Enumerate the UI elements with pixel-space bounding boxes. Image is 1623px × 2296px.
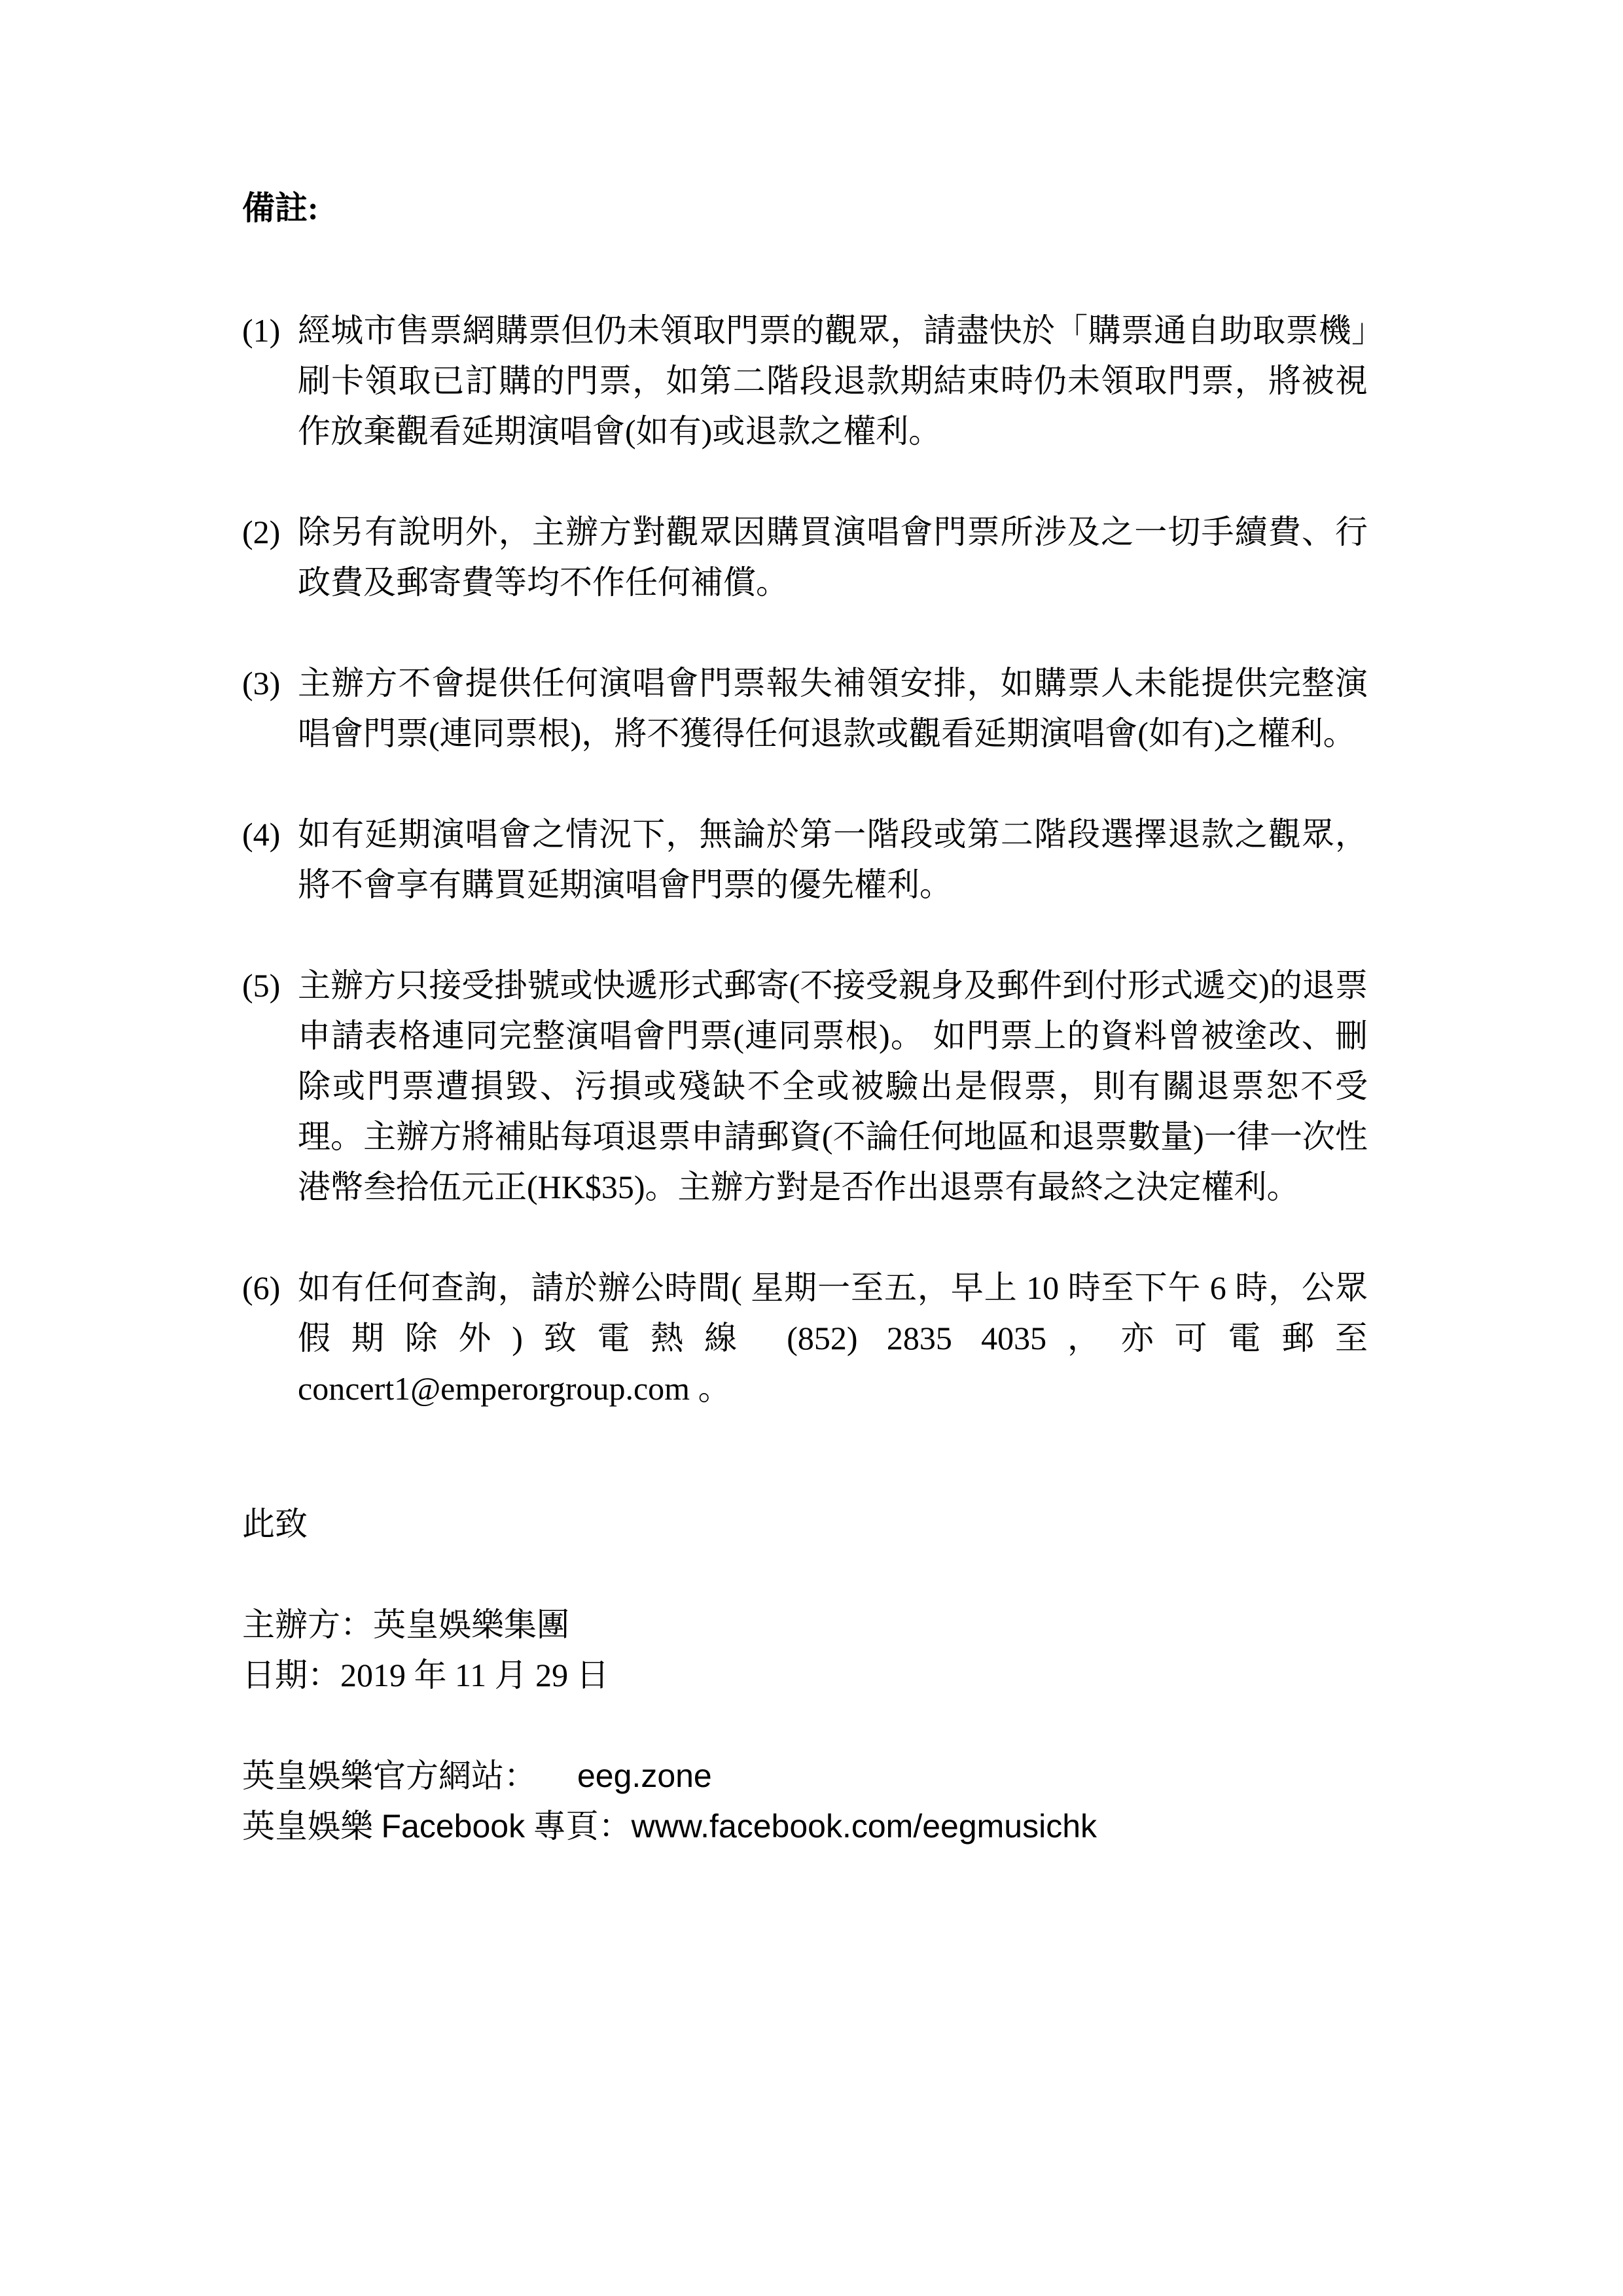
note-text: 如有任何查詢，請於辦公時間( 星期一至五，早上 10 時至下午 6 時，公眾假期除外)致電熱線 (852) 2835 4035，亦可電郵至 concert1@emperorgroup.com 。	[298, 1269, 1368, 1407]
note-item-1	[242, 306, 1368, 457]
facebook-url: www.facebook.com/eegmusichk	[631, 1808, 1097, 1845]
note-item-2	[242, 507, 1368, 608]
note-item-3	[242, 658, 1368, 759]
note-number: (2)	[242, 514, 281, 550]
note-number: (4)	[242, 816, 281, 853]
note-text: 除另有說明外，主辦方對觀眾因購買演唱會門票所涉及之一切手續費、行政費及郵寄費等均不作任何補償。	[298, 514, 1368, 601]
note-text: 主辦方只接受掛號或快遞形式郵寄(不接受親身及郵件到付形式遞交)的退票申請表格連同完整演唱會門票(連同票根)。 如門票上的資料曾被塗改、刪除或門票遭損毀、污損或殘缺不全或被驗出是假票，則有關退票恕不受理。主辦方將補貼每項退票申請郵資(不論任何地區和退票數量)一律一次性港幣叁拾伍元正(HK$35)。主辦方對是否作出退票有最終之決定權利。	[298, 967, 1368, 1205]
notes-list	[242, 306, 1368, 1414]
note-text: 經城市售票網購票但仍未領取門票的觀眾，請盡快於「購票通自助取票機」刷卡領取已訂購的門票，如第二階段退款期結束時仍未領取門票，將被視作放棄觀看延期演唱會(如有)或退款之權利。	[298, 312, 1368, 450]
note-item-6	[242, 1263, 1368, 1414]
organizer-line: 主辦方：英皇娛樂集團	[242, 1606, 569, 1643]
facebook-label-suffix: 專頁：	[525, 1808, 632, 1845]
facebook-label-prefix: 英皇娛樂	[242, 1808, 382, 1845]
closing-line: 此致	[242, 1506, 308, 1542]
facebook-label-wordmark: Facebook	[381, 1808, 526, 1845]
note-text: 主辦方不會提供任何演唱會門票報失補領安排，如購票人未能提供完整演唱會門票(連同票根)，將不獲得任何退款或觀看延期演唱會(如有)之權利。	[298, 665, 1368, 752]
note-item-5	[242, 961, 1368, 1212]
date-line: 日期：2019 年 11 月 29 日	[242, 1657, 609, 1693]
note-text: 如有延期演唱會之情況下，無論於第一階段或第二階段選擇退款之觀眾，將不會享有購買延期演唱會門票的優先權利。	[298, 816, 1368, 903]
note-item-4	[242, 809, 1368, 910]
website-line	[242, 1751, 1368, 1801]
facebook-line	[242, 1801, 1368, 1852]
notes-heading: 備註:	[242, 190, 319, 226]
note-number: (5)	[242, 967, 281, 1004]
website-url: eeg.zone	[577, 1757, 712, 1794]
note-number: (3)	[242, 665, 281, 701]
note-number: (1)	[242, 312, 281, 349]
note-number: (6)	[242, 1269, 281, 1306]
website-label: 英皇娛樂官方網站：	[242, 1757, 537, 1794]
